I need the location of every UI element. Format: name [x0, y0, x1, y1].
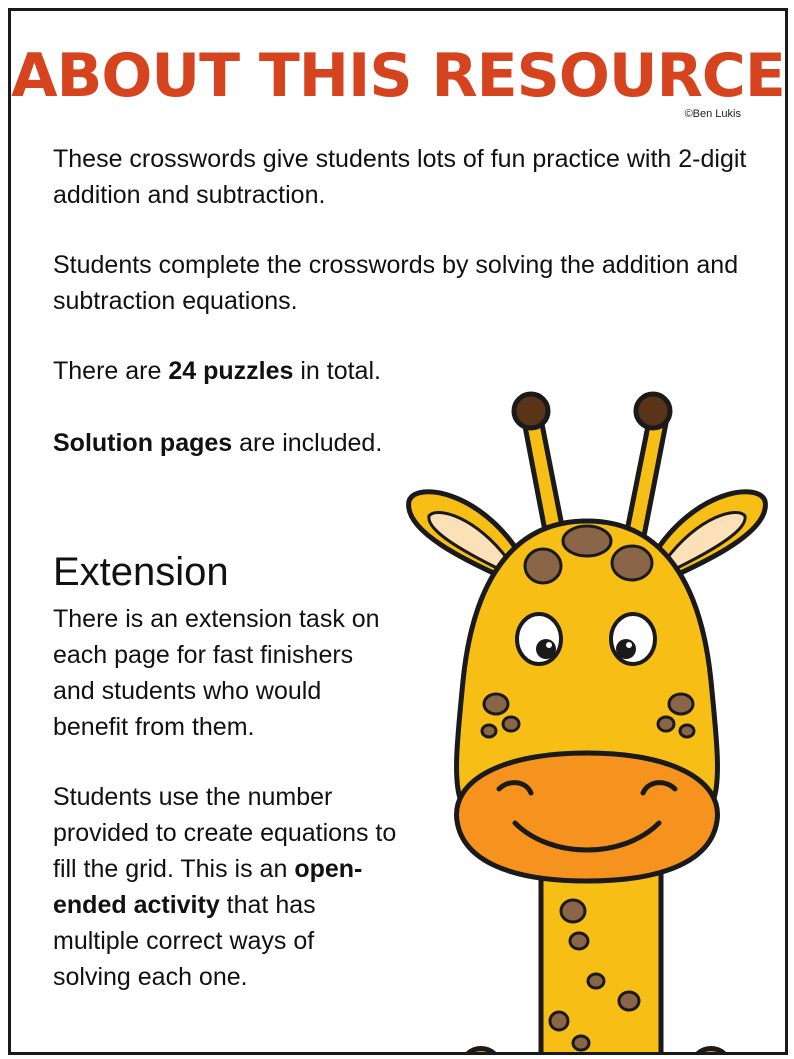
puzzle-count-text-after: in total. — [293, 357, 381, 385]
extension-heading: Extension — [53, 550, 229, 594]
extension-text-before: Students use the number provided to create equations to fill the grid. This is an — [53, 783, 397, 883]
puzzle-count-paragraph — [53, 353, 381, 389]
solution-paragraph — [53, 425, 382, 461]
puzzle-count: 24 puzzles — [168, 357, 294, 385]
solution-text-after: are included. — [232, 429, 383, 457]
extension-text-after: that has multiple correct ways of solving each one. — [53, 891, 316, 991]
extension-paragraph-1: There is an extension task on each page for fast finishers and students who would benefit from them. — [53, 605, 380, 741]
page-title: ABOUT THIS RESOURCE — [11, 41, 785, 111]
resource-page — [8, 8, 788, 1055]
open-ended-activity-label: open-ended activity — [53, 855, 363, 919]
puzzle-count-text-before: There are — [53, 357, 169, 385]
solution-pages-label: Solution pages — [53, 429, 233, 457]
intro-paragraph-2: Students complete the crosswords by solving the addition and subtraction equations. — [53, 251, 739, 315]
extension-paragraph-2 — [53, 779, 398, 995]
giraffe-illustration — [391, 381, 785, 1055]
copyright-notice: ©Ben Lukis — [684, 108, 741, 120]
intro-paragraph-1: These crosswords give students lots of fun practice with 2-digit addition and subtraction. — [53, 145, 747, 209]
